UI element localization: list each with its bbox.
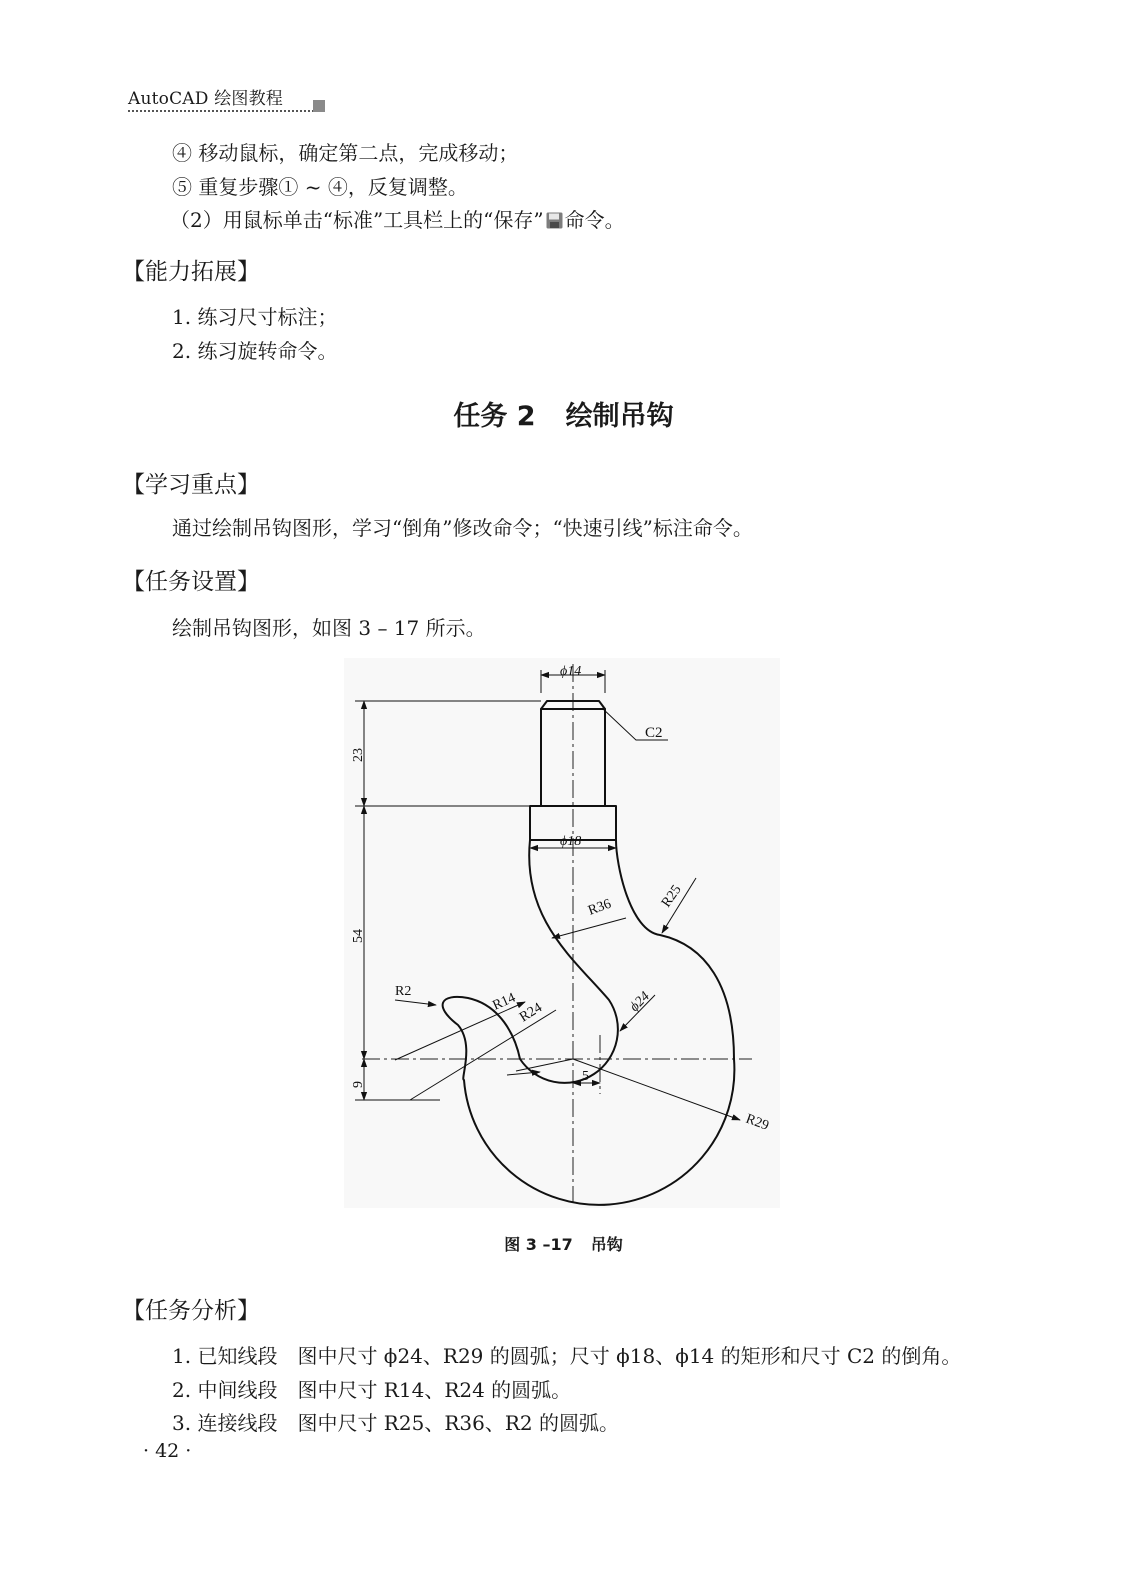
running-header-title: AutoCAD 绘图教程 <box>128 89 284 109</box>
dim-label-54: 54 <box>351 929 366 943</box>
header-square-mark <box>313 100 325 112</box>
focus-text: 通过绘制吊钩图形，学习“倒角”修改命令；“快速引线”标注命令。 <box>172 516 753 540</box>
dim-label-phi24: ϕ24 <box>627 989 653 1015</box>
dim-label-phi18: ϕ18 <box>560 834 582 849</box>
analysis-item-label: 2. 中间线段 <box>172 1378 278 1402</box>
ability-item-2: 2. 练习旋转命令。 <box>172 339 338 363</box>
ability-item-1: 1. 练习尺寸标注； <box>172 305 338 329</box>
dim-label-r29: R29 <box>743 1111 771 1134</box>
analysis-item-2 <box>172 1377 571 1403</box>
dim-label-23: 23 <box>351 748 366 762</box>
analysis-heading: 【任务分析】 <box>122 1298 260 1324</box>
analysis-item-text: 图中尺寸 R25、R36、R2 的圆弧。 <box>297 1411 619 1435</box>
step-4: ④ 移动鼠标，确定第二点，完成移动； <box>172 141 519 165</box>
analysis-item-label: 3. 连接线段 <box>172 1411 278 1435</box>
analysis-item-text: 图中尺寸 R14、R24 的圆弧。 <box>297 1378 572 1402</box>
dim-label-c2: C2 <box>645 725 663 741</box>
task-name: 绘制吊钩 <box>565 401 674 432</box>
focus-heading: 【学习重点】 <box>122 472 260 498</box>
header-dotted-rule <box>128 110 314 112</box>
analysis-item-3 <box>172 1410 619 1436</box>
dim-label-9: 9 <box>351 1081 366 1088</box>
dim-label-r14: R14 <box>490 990 518 1014</box>
save-step-suffix: 命令。 <box>564 208 625 232</box>
dim-label-5: 5 <box>582 1069 589 1084</box>
setting-text: 绘制吊钩图形，如图 3 – 17 所示。 <box>172 616 486 640</box>
dim-label-r2: R2 <box>395 984 412 999</box>
save-step <box>170 207 625 233</box>
dim-label-r24: R24 <box>517 1000 545 1026</box>
step-5: ⑤ 重复步骤① ~ ④，反复调整。 <box>172 175 468 199</box>
analysis-item-text: 图中尺寸 ϕ24、R29 的圆弧；尺寸 ϕ18、ϕ14 的矩形和尺寸 C2 的倒角。 <box>297 1344 962 1368</box>
dim-label-r36: R36 <box>586 896 614 919</box>
figure-caption-name: 吊钩 <box>590 1235 623 1254</box>
hook-drawing <box>340 650 790 1215</box>
dim-label-r25: R25 <box>658 882 685 911</box>
save-step-text: （2）用鼠标单击“标准”工具栏上的“保存” <box>170 208 544 232</box>
setting-heading: 【任务设置】 <box>122 569 260 595</box>
save-icon <box>546 212 563 229</box>
figure-caption <box>0 1232 1127 1255</box>
analysis-item-label: 1. 已知线段 <box>172 1344 278 1368</box>
task-title <box>0 394 1127 433</box>
page-number: · 42 · <box>143 1440 192 1462</box>
figure-caption-number: 图 3 –17 <box>504 1235 573 1254</box>
task-number: 任务 2 <box>453 401 536 432</box>
dim-label-phi14: ϕ14 <box>560 664 582 679</box>
analysis-item-1 <box>172 1343 961 1369</box>
ability-heading: 【能力拓展】 <box>122 259 260 285</box>
